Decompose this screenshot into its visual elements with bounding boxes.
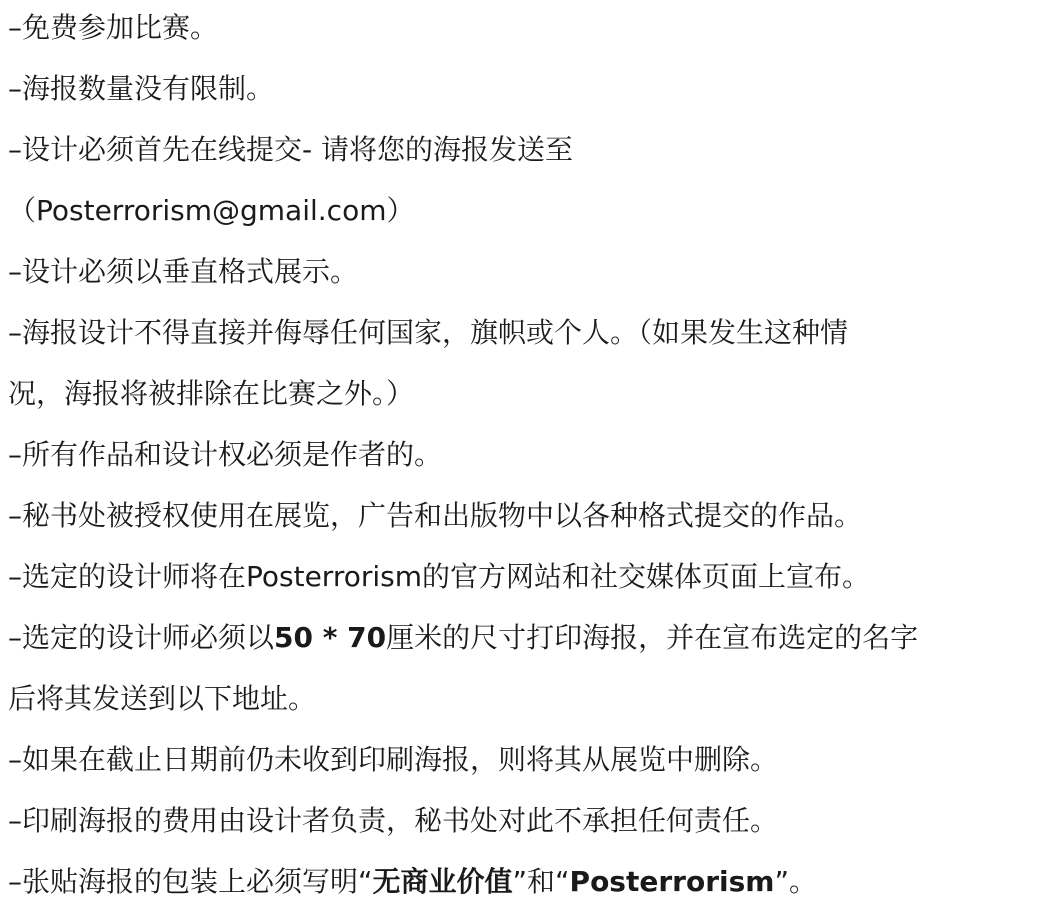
rule-no-insult-line2: 况，海报将被排除在比赛之外。） <box>8 377 415 410</box>
rule-package-label <box>8 851 1040 912</box>
rule-printing-cost: –印刷海报的费用由设计者负责，秘书处对此不承担任何责任。 <box>8 804 779 837</box>
rule-package-no-commercial-value: 无商业价值 <box>372 865 513 898</box>
rule-author-rights: –所有作品和设计权必须是作者的。 <box>8 438 443 471</box>
rule-vertical-format: –设计必须以垂直格式展示。 <box>8 255 359 288</box>
rule-unlimited-posters: –海报数量没有限制。 <box>8 72 275 105</box>
rule-print-size-line2: 后将其发送到以下地址。 <box>8 682 317 715</box>
rule-print-size-pre: –选定的设计师必须以 <box>8 621 275 654</box>
rule-package-pre: –张贴海报的包装上必须写明“ <box>8 865 373 898</box>
rule-online-submission: –设计必须首先在线提交- 请将您的海报发送至 <box>8 133 574 166</box>
rule-secretariat-usage: –秘书处被授权使用在展览，广告和出版物中以各种格式提交的作品。 <box>8 499 863 532</box>
rule-package-mid: ”和“ <box>512 865 570 898</box>
rule-package-posterrorism: Posterrorism <box>569 865 775 898</box>
rule-deadline: –如果在截止日期前仍未收到印刷海报，则将其从展览中删除。 <box>8 743 779 776</box>
rules-document <box>8 0 1040 912</box>
rule-announcement: –选定的设计师将在Posterrorism的官方网站和社交媒体页面上宣布。 <box>8 560 871 593</box>
rule-submission-email: （Posterrorism@gmail.com） <box>8 194 415 227</box>
rule-no-insult-line1: –海报设计不得直接并侮辱任何国家，旗帜或个人。（如果发生这种情 <box>8 316 849 349</box>
rule-print-size-dimensions: 50 * 70 <box>274 621 387 654</box>
rule-print-size-line1 <box>8 607 1040 668</box>
rule-package-post: ”。 <box>774 865 817 898</box>
rule-print-size-post: 厘米的尺寸打印海报，并在宣布选定的名字 <box>386 621 919 654</box>
rule-free-entry: –免费参加比赛。 <box>8 11 219 44</box>
